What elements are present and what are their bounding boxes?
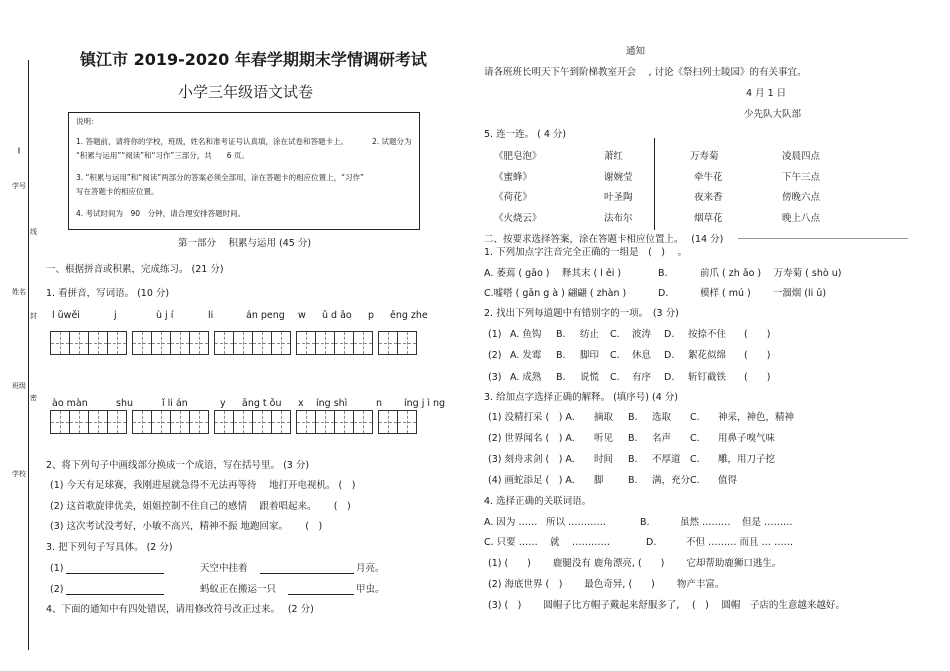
conjunction-option: 所以 …………: [546, 517, 607, 528]
match-flower: 夜来香: [694, 192, 723, 203]
q2-c: C.: [610, 350, 620, 361]
q3-ct: 神采，神色，精神: [718, 412, 795, 423]
match-time: 傍晚六点: [782, 192, 821, 203]
question-2-heading: 2、将下列句子中画线部分换成一个成语，写在括号里。 (3 分): [46, 460, 310, 471]
q3-ct: 值得: [718, 475, 738, 486]
side-label-student-id: 学号: [12, 182, 26, 190]
q2-dt: 絮花似绵: [688, 350, 727, 361]
q3-bt: 选取: [652, 412, 672, 423]
answer-grid[interactable]: [214, 331, 290, 355]
match-title: 《蜜蜂》: [494, 172, 533, 183]
q2-ct: 休息: [632, 350, 652, 361]
match-title: 《火烧云》: [494, 213, 542, 224]
side-label-seal: 封: [30, 312, 37, 320]
side-label-school: 学校: [12, 470, 26, 478]
q2-d: D.: [664, 372, 675, 383]
instructions-line-1a: 1. 答题前，请将你的学校，班级，姓名和准考证号认真填，涂在试卷和答题卡上。: [76, 137, 349, 146]
conjunction-option: A. 因为 ……: [484, 517, 538, 528]
question-3-text: 天空中挂着: [200, 563, 248, 574]
answer-blank[interactable]: [288, 594, 354, 595]
match-title: 《肥皂泡》: [494, 151, 542, 162]
question-3-text: 蚂蚁正在搬运一只: [200, 584, 277, 595]
part-one-heading: 第一部分 积累与运用 (45 分): [178, 238, 312, 249]
binding-line: [28, 60, 29, 650]
q2-paren: ( ): [744, 350, 771, 361]
mc-option-b: 前爪 ( zh ǎo ) 万寿菊 ( shò u): [700, 268, 842, 279]
pinyin-label: w: [298, 310, 306, 321]
instructions-line-3: 3. “积累与运用”和“阅读”两部分的答案必须全部用，涂在答题卡的相应位置上，“习作”: [76, 173, 364, 182]
mc-question-2: 2. 找出下列每道题中有错别字的一项。 (3 分): [484, 308, 679, 319]
match-author: 萧红: [604, 151, 624, 162]
matching-divider: [654, 138, 655, 230]
answer-blank[interactable]: [66, 573, 164, 574]
conjunction-item: (3) ( ) 圆帽子比方帽子戴起来舒服多了, ( ) 圆帽 子店的生意越来越好。: [488, 600, 845, 611]
pinyin-label: x: [298, 398, 304, 409]
conjunction-option: D.: [646, 537, 657, 548]
q2-b: B.: [556, 372, 566, 383]
conjunction-option: 就 …………: [550, 537, 611, 548]
answer-grid[interactable]: [378, 331, 416, 355]
q3-stem: (3) 刻舟求剑 ( ) A.: [488, 454, 575, 465]
conjunction-item: (1) ( ) 鹿腿没有 鹿角漂亮, ( ) 它却帮助鹿狮口逃生。: [488, 558, 782, 569]
side-label-seal2: 密: [30, 394, 37, 402]
instructions-heading: 说明：: [76, 117, 99, 126]
pinyin-label: n: [376, 398, 383, 409]
match-flower: 烟草花: [694, 213, 723, 224]
answer-grid[interactable]: [132, 410, 208, 434]
match-author: 法布尔: [604, 213, 633, 224]
q3-a: 时间: [594, 454, 614, 465]
q2-d: D.: [664, 350, 675, 361]
q2-num: (3): [488, 372, 502, 383]
pinyin-label: ào màn: [52, 398, 88, 409]
q3-stem: (4) 画蛇添足 ( ) A.: [488, 475, 575, 486]
answer-grid[interactable]: [296, 331, 372, 355]
section-rule: [738, 238, 908, 239]
notice-body: 请各班班长明天下午到阶梯教室开会 , 讨论《祭扫列士陵园》的有关事宜。: [484, 67, 807, 78]
exam-subtitle: 小学三年级语文试卷: [178, 83, 314, 101]
q2-a: A. 成熟: [510, 372, 542, 383]
q2-dt: 斩钉截铁: [688, 372, 727, 383]
question-2-item: (3) 这次考试没考好，小敏不高兴，精神不振 地跑回家。 ( ): [50, 521, 323, 532]
pinyin-label: l ǔwěi: [52, 310, 80, 321]
q2-a: A. 发霉: [510, 350, 542, 361]
notice-signer: 少先队大队部: [744, 109, 802, 120]
side-label-class: 班级: [12, 382, 26, 390]
q2-num: (2): [488, 350, 502, 361]
pinyin-label: shu: [116, 398, 133, 409]
section-one-heading: 一、根据拼音或积累，完成练习。 (21 分): [46, 264, 224, 275]
conjunction-item: (2) 海底世界 ( ) 最色奇异, ( ) 物产丰富。: [488, 579, 725, 590]
q2-a: A. 鱼钩: [510, 329, 542, 340]
q3-c: C.: [690, 475, 700, 486]
q3-c: C.: [690, 412, 700, 423]
match-title: 《荷花》: [494, 192, 533, 203]
q3-a: 摘取: [594, 412, 614, 423]
q3-c: C.: [690, 454, 700, 465]
q3-bt: 不厚道: [652, 454, 681, 465]
notice-date: 4 月 1 日: [746, 88, 787, 99]
q3-stem: (1) 没精打采 ( ) A.: [488, 412, 575, 423]
question-3-end: 月亮。: [356, 563, 385, 574]
side-label-name: 姓名: [12, 288, 26, 296]
mc-question-3: 3. 给加点字选择正确的解释。 (填序号) (4 分): [484, 392, 679, 403]
q3-ct: 用鼻子嗅气味: [718, 433, 776, 444]
mc-option-a: A. 萎蔫 ( gāo ) 释其末 ( l ěi ): [484, 268, 622, 279]
answer-grid[interactable]: [132, 331, 208, 355]
match-author: 谢婉莹: [604, 172, 633, 183]
q2-paren: ( ): [744, 372, 771, 383]
q2-num: (1): [488, 329, 502, 340]
q3-bt: 满，充分: [652, 475, 691, 486]
mc-option-c: C.嘘嗒 ( gān g à ) 翩翩 ( zhàn ): [484, 288, 627, 299]
pinyin-label: ǐ li án: [162, 398, 188, 409]
answer-grid[interactable]: [214, 410, 290, 434]
notice-title: 通知: [626, 46, 646, 57]
pinyin-label: ǔ d ǎo: [322, 310, 352, 321]
pinyin-label: ěng zhe: [390, 310, 428, 321]
question-4-heading: 4、下面的通知中有四处错误，请用修改符号改正过来。 (2 分): [46, 604, 314, 615]
pinyin-label: íng j ì ng: [404, 398, 446, 409]
q3-b: B.: [628, 475, 638, 486]
conjunction-option: 虽然 ………: [680, 517, 731, 528]
conjunction-option: 不但 ……… 而且 … ……: [686, 537, 794, 548]
match-flower: 牵牛花: [694, 172, 723, 183]
q3-a: 脚: [594, 475, 604, 486]
answer-blank[interactable]: [66, 594, 164, 595]
side-fill-line-1: [19, 148, 20, 154]
q3-b: B.: [628, 412, 638, 423]
instructions-line-1b: 2. 试题分为: [372, 137, 412, 146]
mc-option-d: 模样 ( mú ) 一溜烟 (li ū): [700, 288, 827, 299]
q2-b: B.: [556, 329, 566, 340]
q2-dt: 按捺不住: [688, 329, 727, 340]
pinyin-label: y: [220, 398, 226, 409]
q3-c: C.: [690, 433, 700, 444]
conjunction-option: 但是 ………: [742, 517, 793, 528]
mc-option-d-letter: D.: [658, 288, 669, 299]
conjunction-option: C. 只要 ……: [484, 537, 538, 548]
mc-question-1: 1. 下列加点字注音完全正确的一组是 ( ) 。: [484, 247, 688, 258]
q3-b: B.: [628, 454, 638, 465]
instructions-line-4: 写在答题卡的相应位置。: [76, 187, 159, 196]
q2-c: C.: [610, 329, 620, 340]
question-1-heading: 1. 看拼音，写词语。 (10 分): [46, 288, 170, 299]
answer-blank[interactable]: [260, 573, 354, 574]
exam-title: 镇江市 2019-2020 年春学期期末学情调研考试: [80, 50, 427, 69]
question-5-heading: 5. 连一连。 ( 4 分): [484, 129, 567, 140]
instructions-line-2: “积累与运用”“阅读”和“习作”三部分，共 6 页。: [76, 151, 249, 160]
match-time: 下午三点: [782, 172, 821, 183]
match-flower: 万寿菊: [690, 151, 719, 162]
mc-option-b-letter: B.: [658, 268, 668, 279]
match-time: 凌晨四点: [782, 151, 821, 162]
question-3-end: 甲虫。: [356, 584, 385, 595]
q2-bt: 说慌: [580, 372, 600, 383]
match-time: 晚上八点: [782, 213, 821, 224]
pinyin-label: j: [114, 310, 117, 321]
question-3-num: (1): [50, 563, 64, 574]
q2-c: C.: [610, 372, 620, 383]
pinyin-label: íng shì: [316, 398, 348, 409]
q2-bt: 脚印: [580, 350, 600, 361]
question-2-item: (2) 这首歌旋律优美，姐姐控制不住自己的感情 跟着唱起来。 ( ): [50, 501, 351, 512]
q2-ct: 有序: [632, 372, 652, 383]
q3-stem: (2) 世界闻名 ( ) A.: [488, 433, 575, 444]
question-3-heading: 3. 把下列句子写具体。 (2 分): [46, 542, 173, 553]
pinyin-label: ù j í: [156, 310, 174, 321]
answer-grid[interactable]: [378, 410, 416, 434]
question-3-num: (2): [50, 584, 64, 595]
q2-d: D.: [664, 329, 675, 340]
answer-grid[interactable]: [50, 331, 126, 355]
pinyin-label: li: [208, 310, 214, 321]
q2-ct: 波涛: [632, 329, 652, 340]
match-author: 叶圣陶: [604, 192, 633, 203]
section-two-heading: 二、按要求选择答案，涂在答题卡相应位置上。 (14 分): [484, 234, 724, 245]
conjunction-option: B.: [640, 517, 650, 528]
q3-bt: 名声: [652, 433, 672, 444]
question-2-item: (1) 今天有足球赛，我刚进屋就急得不无法再等待 地打开电视机。 ( ): [50, 480, 356, 491]
mc-question-4: 4. 选择正确的关联词语。: [484, 496, 592, 507]
pinyin-label: p: [368, 310, 375, 321]
side-label-line: 线: [30, 228, 37, 236]
answer-grid[interactable]: [296, 410, 372, 434]
q2-paren: ( ): [744, 329, 771, 340]
pinyin-label: āng t ǒu: [242, 398, 282, 409]
q3-a: 听见: [594, 433, 614, 444]
q3-b: B.: [628, 433, 638, 444]
q2-b: B.: [556, 350, 566, 361]
q3-ct: 雕，用刀子挖: [718, 454, 776, 465]
instructions-line-5: 4. 考试时间为 90 分钟，请合理安排答题时间。: [76, 209, 246, 218]
q2-bt: 纺止: [580, 329, 600, 340]
answer-grid[interactable]: [50, 410, 126, 434]
pinyin-label: án peng: [246, 310, 285, 321]
